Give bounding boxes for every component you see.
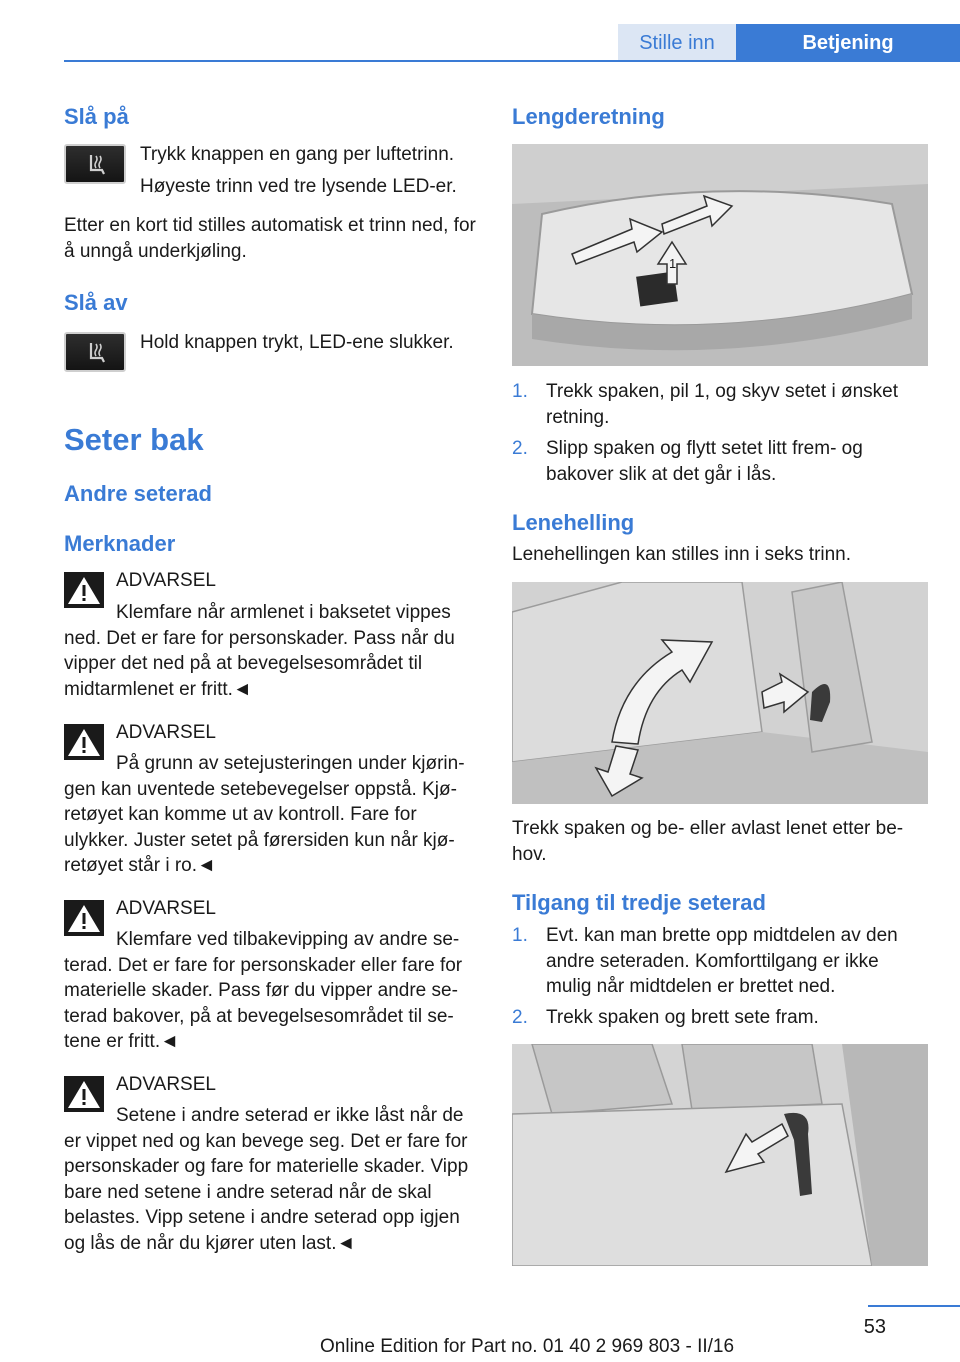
heading-andre-seterad: Andre seterad [64,481,212,506]
sla-pa-paragraph: Etter en kort tid stilles automatisk et trinn ned, for å unngå underkjøling. [64,215,476,262]
header-rule [64,60,960,62]
heading-merknader: Merknader [64,531,176,556]
heading-seter-bak: Seter bak [64,422,204,457]
backrest-tilt-illustration [512,582,928,804]
lenehelling-after: Trekk spaken og be- eller avlast lenet etter behov. [512,818,904,865]
lenehelling-intro: Lenehellingen kan stilles inn i seks trinn. [512,544,852,565]
lengderetning-step-2 [512,436,928,487]
warning-text-1: Klemfare når armlenet i baksetet vippes ned. Det er fare for personskader. Pass når du vipper det ned på at bevegelsesområdet til midtarmlenet er fritt.◄ [64,602,455,700]
warning-label-1: ADVARSEL [116,570,216,591]
footer-rule [868,1305,960,1307]
seat-ventilation-button-image [64,144,126,184]
figure-label-1: 1 [669,256,677,271]
header-tab-stille-inn[interactable]: Stille inn [618,24,736,62]
warning-label-3: ADVARSEL [116,898,216,919]
seat-ventilation-icon [66,334,124,370]
heading-lengderetning: Lengderetning [512,104,665,129]
step-text: Slipp spaken og flytt setet litt frem- og bakover slik at det går i lås. [546,438,863,485]
seat-ventilation-icon [66,146,124,182]
lengderetning-step-1 [512,379,928,430]
warning-label-4: ADVARSEL [116,1074,216,1095]
sla-pa-line1: Trykk knappen en gang per luftetrinn. [140,144,455,165]
warning-text-4: Setene i andre seterad er ikke låst når de er vippet ned og kan bevege seg. Det er fare for personskader og fare for materielle skader. Vipp bare ned setene i andre seterad når de skal belastes. Vipp setene i andre seterad opp igjen og lås de når du kjører uten last.◄ [64,1105,469,1254]
heading-lenehelling: Lenehelling [512,510,635,535]
step-number: 1. [512,381,528,402]
seat-ventilation-button-image-off [64,332,126,372]
sla-av-line1: Hold knappen trykt, LED-ene slukker. [140,332,454,353]
seat-longitudinal-illustration [512,144,928,366]
page-number: 53 [863,1316,886,1338]
heading-tilgang: Tilgang til tredje seterad [512,890,766,915]
heading-sla-pa: Slå på [64,104,129,129]
step-number: 2. [512,1007,528,1028]
header-tab-betjening[interactable]: Betjening [736,24,960,62]
tilgang-step-1 [512,923,928,1000]
warning-text-2: På grunn av setejusteringen under kjøringen kan uventede setebevegelser oppstå. Kjøretøyet kan komme ut av kontroll. Fare for ulykker. Juster setet på førersiden kun når kjøretøyet står i ro.◄ [64,753,465,876]
warning-text-3: Klemfare ved tilbakevipping av andre seterad. Det er fare for personskader eller fare for materielle skader. Pass før du vipper andre seterad bakover, på at bevegelsesområdet til setene er fritt.◄ [64,929,463,1052]
heading-sla-av: Slå av [64,290,128,315]
warning-label-2: ADVARSEL [116,722,216,743]
step-text: Trekk spaken og brett sete fram. [546,1007,819,1028]
sla-pa-line2: Høyeste trinn ved tre lysende LED-er. [140,176,457,197]
step-text: Trekk spaken, pil 1, og skyv setet i ønsket retning. [546,381,898,428]
step-text: Evt. kan man brette opp midtdelen av den andre seteraden. Komforttilgang er ikke mulig når midtdelen er brettet ned. [546,925,898,997]
third-row-access-illustration [512,1044,928,1266]
step-number: 1. [512,925,528,946]
step-number: 2. [512,438,528,459]
footer-edition: Online Edition for Part no. 01 40 2 969 803 - II/16 [320,1336,735,1357]
tilgang-step-2 [512,1005,928,1031]
